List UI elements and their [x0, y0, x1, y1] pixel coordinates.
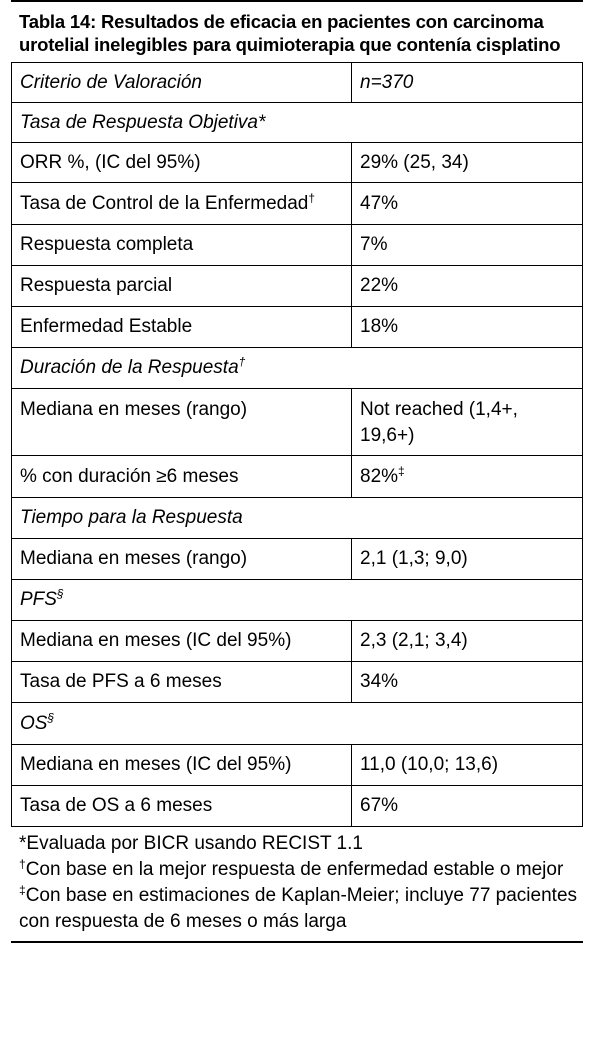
- row-label: Mediana en meses (rango): [12, 539, 352, 580]
- row-value: 2,1 (1,3; 9,0): [352, 539, 583, 580]
- row-label: Enfermedad Estable: [12, 307, 352, 348]
- row-value: 18%: [352, 307, 583, 348]
- table-row: [12, 662, 583, 703]
- dagger-mark: †: [238, 355, 246, 369]
- row-value: 22%: [352, 266, 583, 307]
- table-row: [12, 183, 583, 225]
- dagger-mark: †: [308, 190, 316, 205]
- table-row: [12, 539, 583, 580]
- row-label: Mediana en meses (IC del 95%): [12, 745, 352, 786]
- section-pfs-cell: [12, 580, 583, 621]
- table-row: [12, 456, 583, 498]
- row-label: Tasa de PFS a 6 meses: [12, 662, 352, 703]
- row-label: Respuesta completa: [12, 225, 352, 266]
- table-row: [12, 786, 583, 827]
- table-row: [12, 307, 583, 348]
- efficacy-table: [11, 62, 583, 827]
- table-row: [12, 389, 583, 456]
- row-value-cell: [352, 456, 583, 498]
- footnote-2-text: Con base en la mejor respuesta de enfermedad estable o mejor: [25, 859, 564, 880]
- section-os-cell: [12, 703, 583, 745]
- section-row: [12, 703, 583, 745]
- double-dagger-mark: ‡: [398, 463, 405, 478]
- row-value: 11,0 (10,0; 13,6): [352, 745, 583, 786]
- row-label: Tasa de Control de la Enfermedad: [20, 192, 309, 214]
- table-row: [12, 225, 583, 266]
- section-mark: §: [56, 587, 64, 601]
- row-label: Mediana en meses (rango): [12, 389, 352, 456]
- row-label-cell: [12, 183, 352, 225]
- section-mark: §: [47, 710, 55, 725]
- table-row: [12, 266, 583, 307]
- section-row: [12, 498, 583, 539]
- dagger-mark: †: [19, 857, 26, 871]
- row-label: % con duración ≥6 meses: [12, 456, 352, 498]
- row-value: 7%: [352, 225, 583, 266]
- row-value: 29% (25, 34): [352, 143, 583, 183]
- table-container: [11, 0, 583, 943]
- row-label: Respuesta parcial: [12, 266, 352, 307]
- section-os: OS: [20, 712, 48, 734]
- row-value: 47%: [352, 183, 583, 225]
- header-criterio: Criterio de Valoración: [12, 63, 352, 103]
- footnotes: [11, 827, 583, 943]
- table-row: [12, 745, 583, 786]
- row-value: 67%: [352, 786, 583, 827]
- section-row: [12, 348, 583, 389]
- footnote-2: [19, 857, 583, 883]
- header-row: [12, 63, 583, 103]
- section-pfs: PFS: [20, 589, 57, 610]
- header-n: n=370: [352, 63, 583, 103]
- footnote-3-text: Con base en estimaciones de Kaplan-Meier; incluye 77 pacientes con respuesta de 6 meses o más larga: [19, 885, 578, 932]
- section-dor-cell: [12, 348, 583, 389]
- row-value: Not reached (1,4+, 19,6+): [352, 389, 583, 456]
- section-row: [12, 103, 583, 143]
- section-row: [12, 580, 583, 621]
- section-dor: Duración de la Respuesta: [20, 357, 239, 378]
- section-orr: Tasa de Respuesta Objetiva*: [12, 103, 583, 143]
- row-value: 82%: [360, 465, 399, 487]
- table-row: [12, 143, 583, 183]
- row-label: Tasa de OS a 6 meses: [12, 786, 352, 827]
- row-value: 2,3 (2,1; 3,4): [352, 621, 583, 662]
- section-ttr: Tiempo para la Respuesta: [12, 498, 583, 539]
- footnote-1: *Evaluada por BICR usando RECIST 1.1: [19, 833, 363, 854]
- row-label: Mediana en meses (IC del 95%): [12, 621, 352, 662]
- table-row: [12, 621, 583, 662]
- table-title: Tabla 14: Resultados de eficacia en pacientes con carcinoma urotelial inelegibles para quimioterapia que contenía cisplatino: [11, 0, 583, 62]
- double-dagger-mark: ‡: [19, 883, 26, 897]
- row-value: 34%: [352, 662, 583, 703]
- row-label: ORR %, (IC del 95%): [12, 143, 352, 183]
- footnote-3: [19, 883, 583, 935]
